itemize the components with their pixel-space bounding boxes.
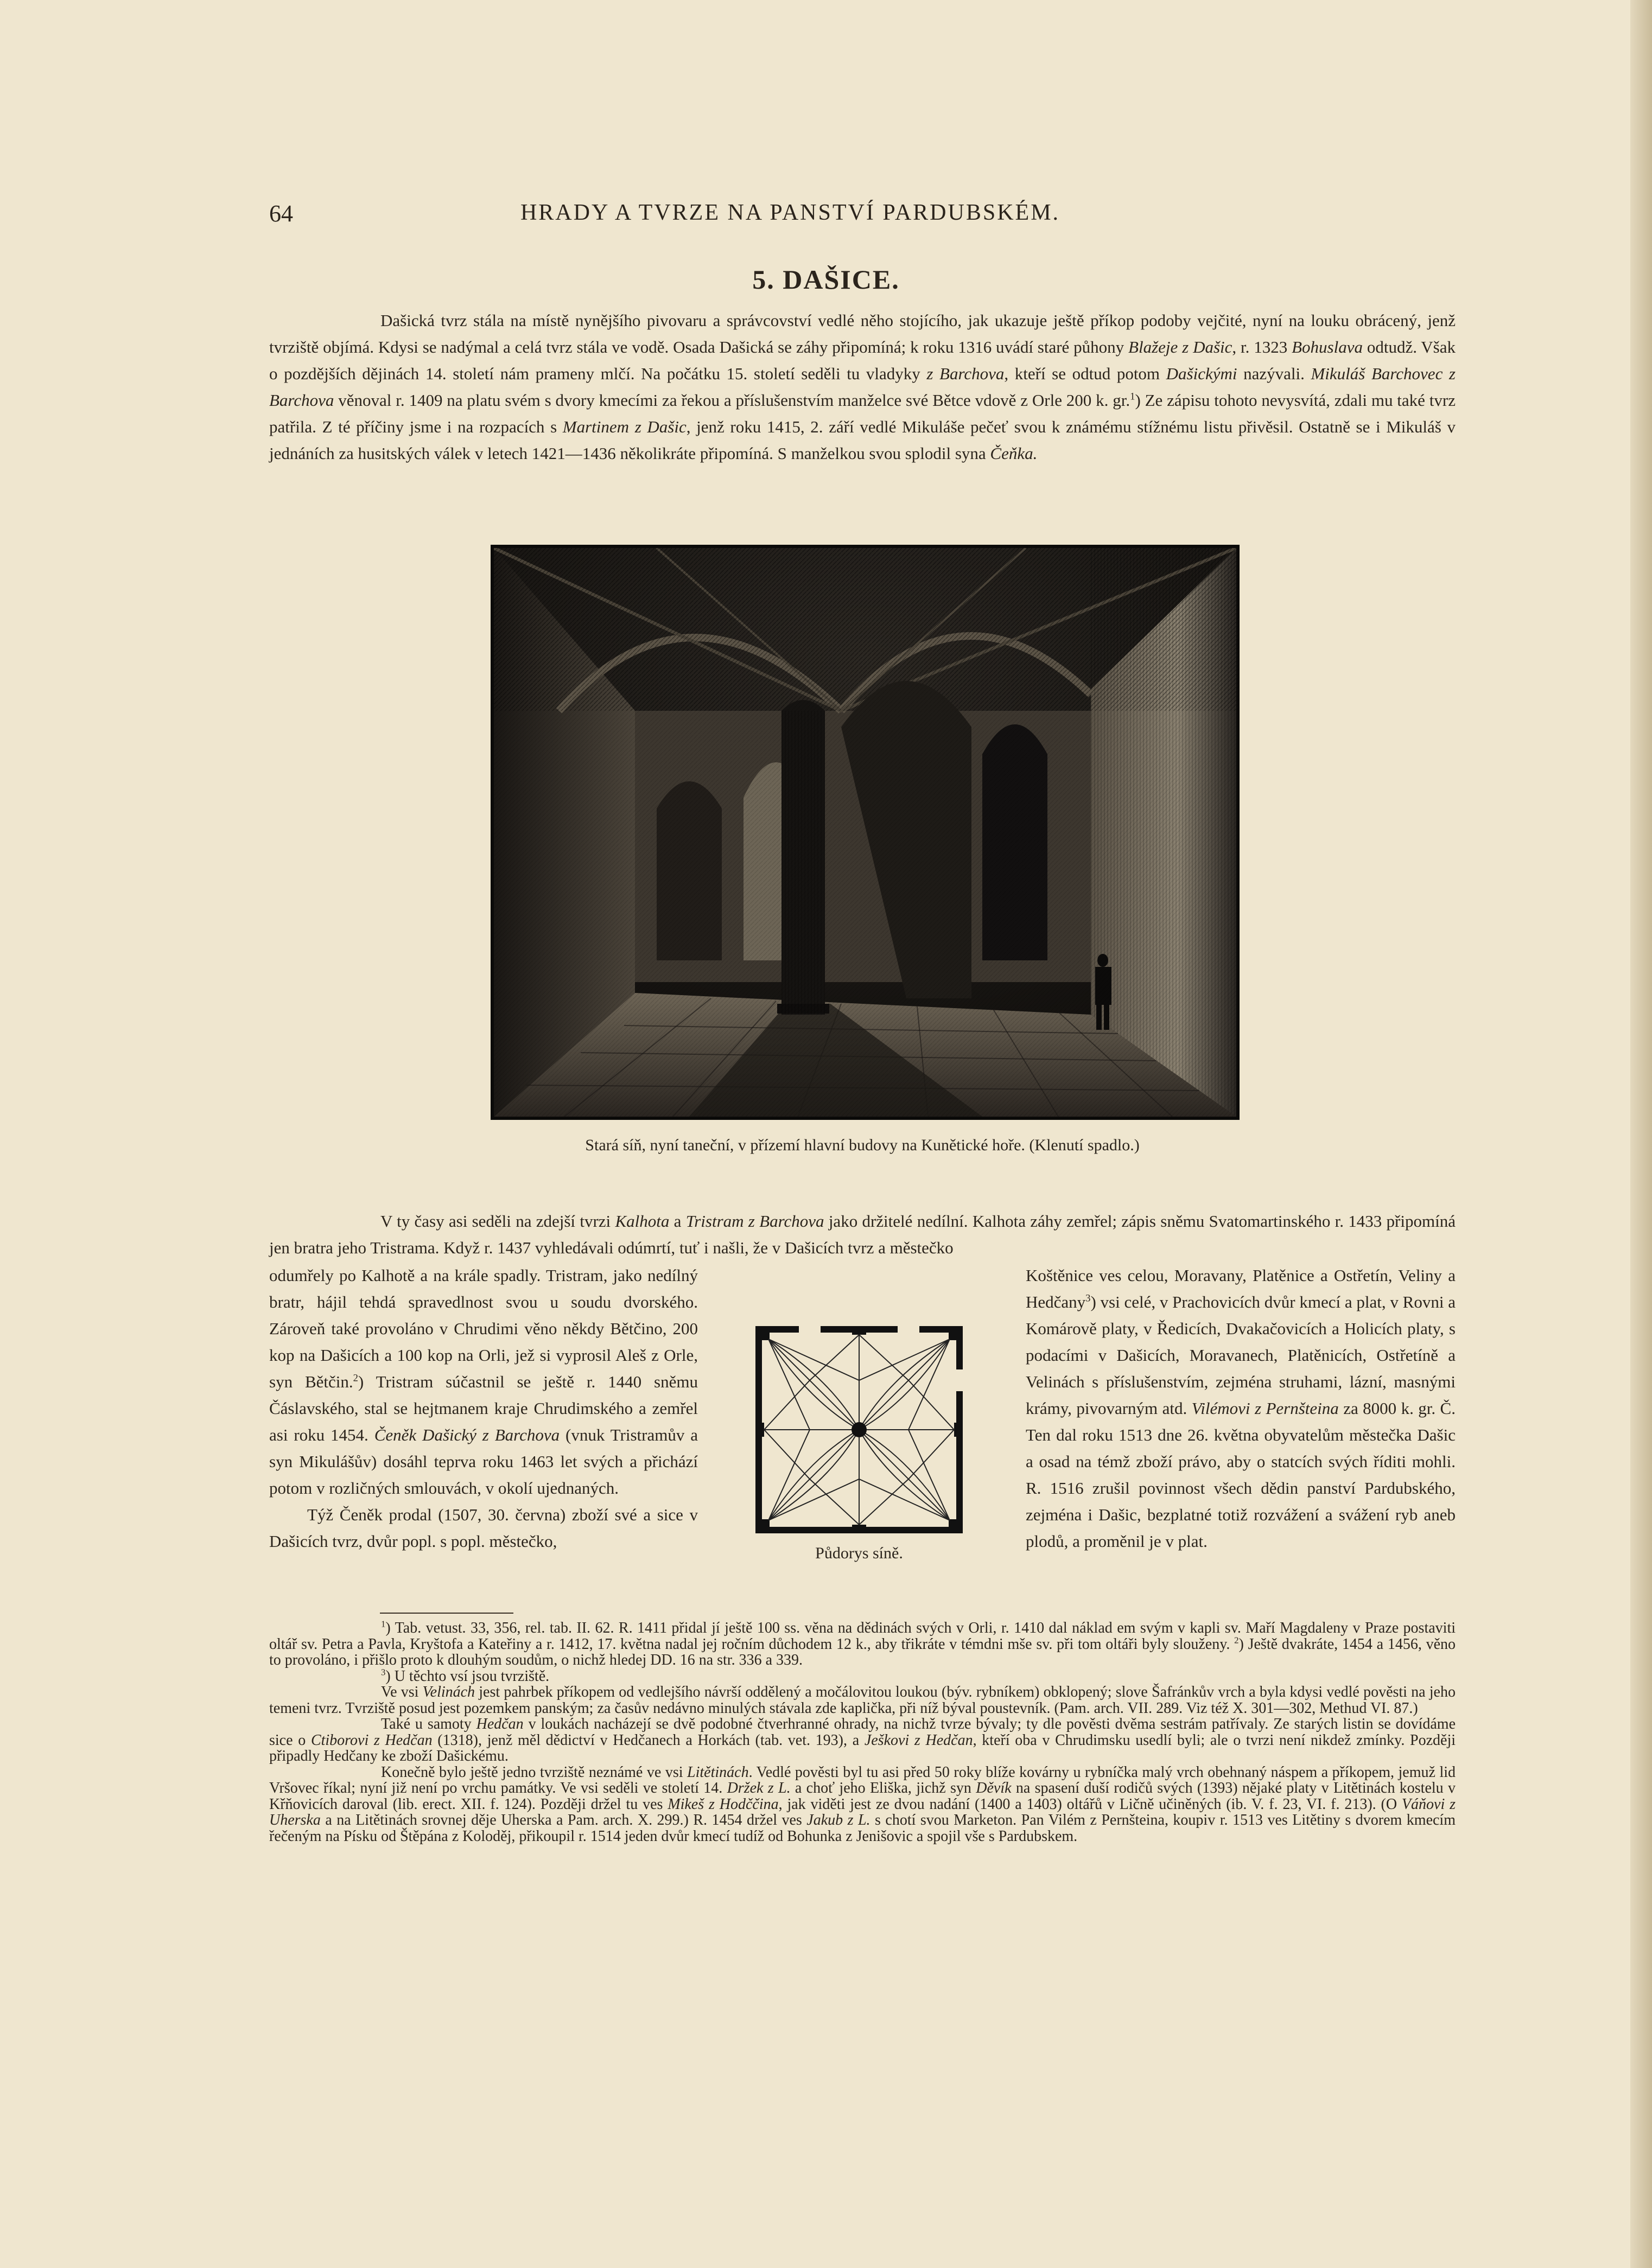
page-edge: [1630, 0, 1652, 2268]
footnote-1: $^1$) Tab. vetust. 33, 356, rel. tab. II. 62. R. 1411 přidal jí ještě 100 ss. věna na dědinách svých v Orli, r. 1410 dal náklad em svým v kapli sv. Maří Magdaleny v Praze postaviti oltář sv. Petra a Pavla, Kryštofa a Kateřiny a r. 1412, 17. května nadal jej ročním důchodem 12 k., aby třikráte v témdni mše sv. při tom oltáři byly slouženy. $^2$) Ještě dvakráte, 1454 a 1456, věno to provoláno, i přišlo proto k dlouhým soudům, o nichž hledej DD. 16 na str. 336 a 339.: [269, 1619, 1456, 1668]
mid-paragraph: V ty časy asi seděli na zdejší tvrzi Kalhota a Tristram z Barchova jako držitelé nedílní. Kalhota záhy zemřel; zápis sněmu Svatomartinského r. 1433 připomíná jen bratra jeho Tristrama. Když r. 1437 vyhledávali odúmrtí, tuť i našli, že v Dašicích tvrz a městečko: [269, 1212, 1456, 1257]
figure-caption: Stará síň, nyní taneční, v přízemí hlavní budovy na Kunětické hoře. (Klenutí spadlo.): [585, 1136, 1140, 1154]
footnotes: [269, 1620, 1456, 1844]
engraving-figure: [491, 545, 1240, 1120]
footnote-rule: [380, 1613, 513, 1614]
right-column: Koštěnice ves celou, Moravany, Platěnice a Ostřetín, Veliny a Hedčany$^3$) vsi celé, v Prachovicích dvůr kmecí a plat, v Rovni a Komárově platy, v Ředicích, Dvakačovicích a Holicích platy, s podacími v Dašicích, Moravanech, Platěnicích, Ostřetíně a Velinách s příslušenstvím, zejména struhami, lázní, masnými krámy, pivovarným atd. Vilémovi z Pernšteina za 8000 k. gr. Č. Ten dal roku 1513 dne 26. května obyvatelům městečka Dašic a osad na témž zboží právo, aby o statcích svých říditi mohli. R. 1516 zrušil povinnost všech dědin panství Pardubského, zejména i Dašic, bezplatné totiž rozvážení a svážení ryb aneb plodů, a proměnil je v plat.: [1026, 1266, 1456, 1551]
plan-caption: Půdorys síně.: [815, 1544, 903, 1562]
left-column-text-2: Týž Čeněk prodal (1507, 30. června) zboží své a sice v Dašicích tvrz, dvůr popl. s popl. městečko,: [269, 1505, 698, 1551]
page-number: 64: [269, 200, 293, 227]
footnote-3-hedcan: Také u samoty Hedčan v loukách nacházejí se dvě podobné čtverhranné ohrady, na nichž tvrze bývaly; ty dle pověsti dvěma sestrám patřívaly. Ze starých listin se dovídáme sice o Ctiborovi z Hedčan (1318), jenž měl dědictví v Hedčanech a Horkách (tab. vet. 193), a Ješkovi z Hedčan, kteří oba v Chrudimsku usedlí byli; ale o tvrzi není nikdež zmínky. Později připadly Hedčany ke zboží Dašickému.: [269, 1716, 1456, 1764]
footnote-3: $^3$) U těchto vsí jsou tvrziště.: [381, 1667, 550, 1685]
section-title: 5. DAŠICE.: [752, 264, 900, 295]
floor-plan-diagram: [755, 1326, 963, 1533]
left-column-text: odumřely po Kalhotě a na krále spadly. Tristram, jako nedílný bratr, hájil tehdá spravedlnost svou u soudu dvorského. Zároveň také provoláno v Chrudimi věno někdy Bětčino, 200 kop na Dašicích a 100 kop na Orli, jež si vyprosil Aleš z Orle, syn Bětčin.$^2$) Tristram súčastnil se ještě r. 1440 sněmu Čáslavského, stal se hejtmanem kraje Chrudimského a zemřel asi roku 1454. Čeněk Dašický z Barchova (vnuk Tristramův a syn Mikulášův) dosáhl teprva roku 1463 let svých a přichází potom v rozličných smlouvách, v okolí ujednaných.: [269, 1266, 698, 1498]
intro-paragraph: Dašická tvrz stála na místě nynějšího pivovaru a správcovství vedlé něho stojícího, jak ukazuje ještě příkop podoby vejčité, nyní na louku obrácený, jenž tvrziště objímá. Kdysi se nadýmal a celá tvrz stála ve vodě. Osada Dašická se záhy připomíná; k roku 1316 uvádí staré půhony Blažeje z Dašic, r. 1323 Bohuslava odtudž. Však o pozdějších dějinách 14. století nám prameny mlčí. Na počátku 15. století seděli tu vladyky z Barchova, kteří se odtud potom Dašickými nazývali. Mikuláš Barchovec z Barchova věnoval r. 1409 na platu svém s dvory kmecími za řekou a příslušenstvím manželce své Bětce vdově z Orle 200 k. gr.$^1$) Ze zápisu tohoto nevysvítá, zdali mu také tvrz patřila. Z té příčiny jsme i na rozpacích s Martinem z Dašic, jenž roku 1415, 2. září vedlé Mikuláše pečeť svou k známému stížnému listu přivěsil. Ostatně se i Mikuláš v jednáních za husitských válek v letech 1421—1436 několikráte připomíná. S manželkou svou splodil syna Čeňka.: [269, 311, 1456, 463]
left-column: [269, 1262, 698, 1555]
running-head: [269, 200, 1311, 238]
running-title: HRADY A TVRZE NA PANSTVÍ PARDUBSKÉM.: [520, 200, 1060, 225]
hall-engraving-image: [494, 548, 1236, 1117]
footnote-3-velinach: Ve vsi Velinách jest pahrbek příkopem od vedlejšího návrší oddělený a močálovitou loukou (býv. rybníkem) obklopený; slove Šafránkův vrch a byla kdysi vedlé pověsti na jeho temeni tvrz. Tvrziště posud jest pozemkem panským; za časův nedávno minulých stávala zde kaplička, při níž býval poustevník. (Pam. arch. VII. 289. Viz též X. 301—302, Methud VI. 87.): [269, 1684, 1456, 1717]
footnote-3-litetinach: Konečně bylo ještě jedno tvrziště neznámé ve vsi Litětinách. Vedlé pověsti byl tu asi před 50 roky blíže kovárny u rybníčka malý vrch obehnaný náspem a příkopem, jemuž lid Vršovec říkal; nyní již není po vrchu památky. Ve vsi seděli ve století 14. Držek z L. a choť jeho Eliška, jichž syn Děvík na spasení duší rodičů svých (1393) nějaké platy v Litětinách kostelu v Křňovicích daroval (lib. erect. XII. f. 124). Později držel tu ves Mikeš z Hodččina, jak viděti jest ze dvou nadání (1400 a 1403) oltářů v Ličně učiněných (ib. V. f. 23, VI. f. 213). (O Váňovi z Uherska a na Litětinách srovnej děje Uherska a Pam. arch. X. 299.) R. 1454 držel ves Jakub z L. s chotí svou Marketon. Pan Vilém z Pernšteina, koupiv r. 1513 ves Litětiny s dvorem kmecím řečeným na Písku od Štěpána z Koloděj, přikoupil r. 1514 jeden dvůr kmecí tudíž od Bohunka z Jenišovic a spojil vše s Pardubskem.: [269, 1763, 1456, 1845]
